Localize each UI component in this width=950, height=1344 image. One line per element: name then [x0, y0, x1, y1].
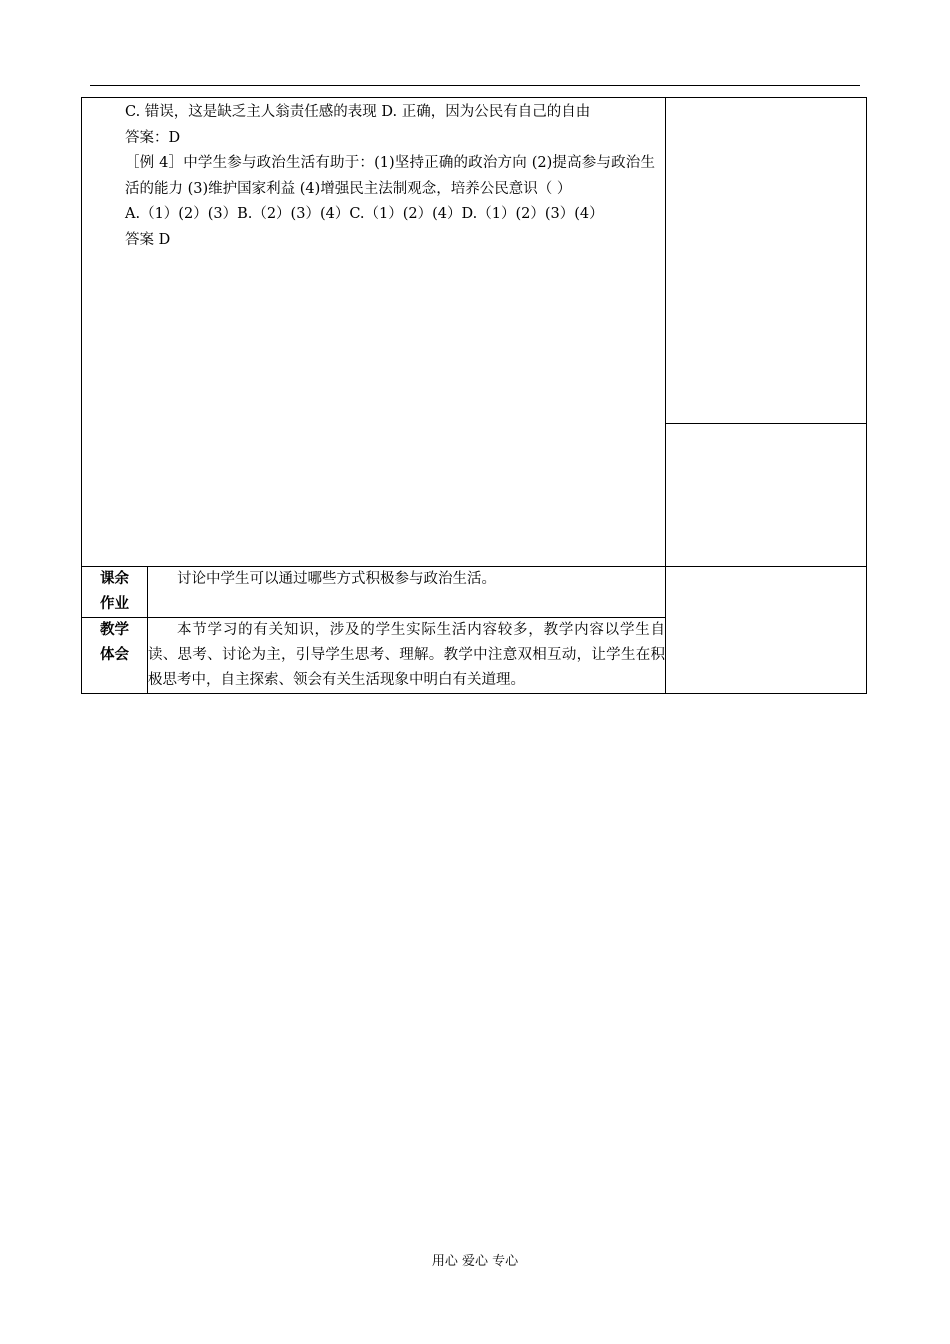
example-question: ［例 4］中学生参与政治生活有助于：(1)坚持正确的政治方向 (2)提高参与政治生活的能力 (3)维护国家利益 (4)增强民主法制观念，培养公民意识（ ）	[125, 155, 655, 197]
side-notes-cell-bottom	[666, 567, 867, 694]
homework-row	[82, 567, 867, 618]
reflection-text: 本节学习的有关知识，涉及的学生实际生活内容较多，教学内容以学生自读、思考、讨论为主，引导学生思考、理解。教学中注意双相互动，让学生在积极思考中，自主探索、领会有关生活现象中明白有关道理。	[148, 622, 665, 688]
main-content-cell	[82, 98, 666, 567]
header-rule	[90, 85, 860, 86]
homework-text: 讨论中学生可以通过哪些方式积极参与政治生活。	[177, 571, 496, 587]
reflection-cell	[148, 618, 666, 694]
homework-cell	[148, 567, 666, 618]
answer-line: 答案：D	[125, 129, 181, 146]
main-content	[82, 98, 665, 253]
side-divider	[666, 423, 866, 424]
answer-line: 答案 D	[125, 231, 171, 248]
page-footer: 用心 爱心 专心	[431, 1254, 519, 1269]
lesson-table	[81, 97, 867, 694]
content-row	[82, 98, 867, 567]
homework-label: 课余 作业	[82, 567, 148, 618]
choices-line: A.（1）(2）(3）B.（2）(3）(4）C.（1）(2）(4）D.（1）(2）(3）(4）	[125, 206, 604, 222]
side-notes-cell	[666, 98, 867, 567]
option-line: C. 错误，这是缺乏主人翁责任感的表现 D. 正确，因为公民有自己的自由	[125, 104, 591, 120]
reflection-label: 教学 体会	[82, 618, 148, 694]
